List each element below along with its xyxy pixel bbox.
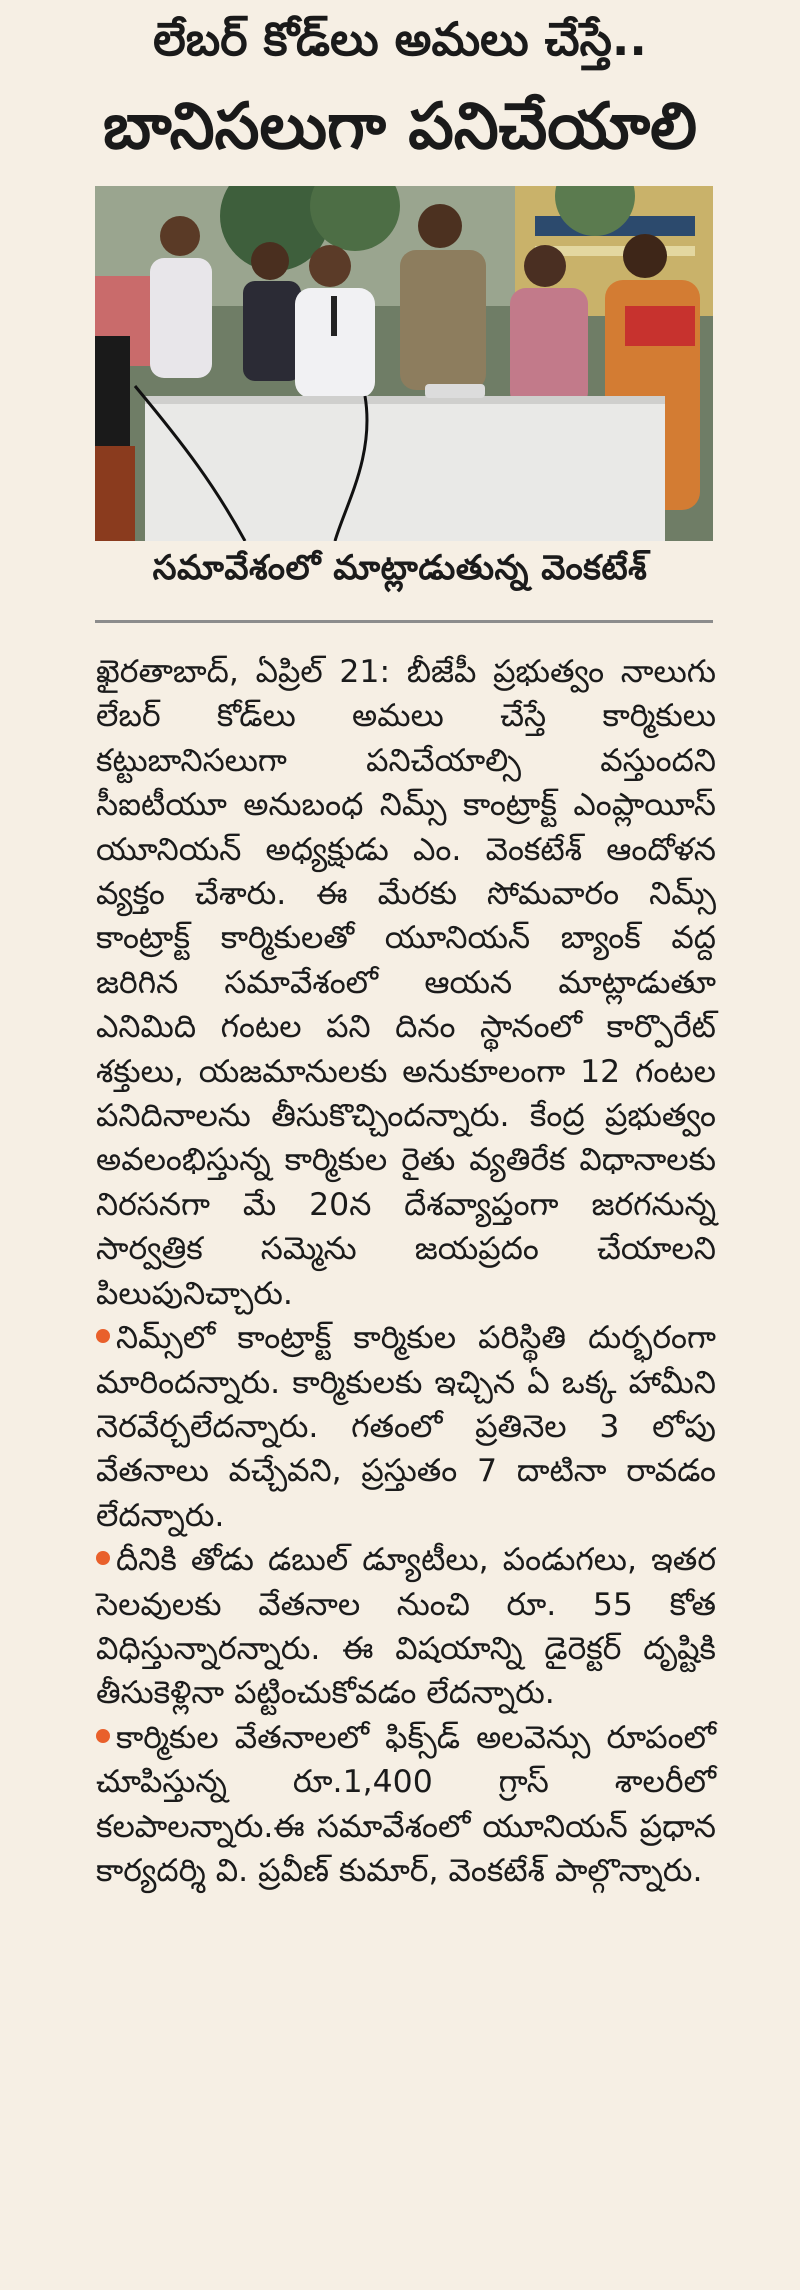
news-photo — [95, 186, 713, 541]
article-paragraph-2 — [96, 1316, 716, 1538]
bullet-dot-icon — [96, 1329, 110, 1343]
bullet-dot-icon — [96, 1551, 110, 1565]
article-paragraph-3 — [96, 1538, 716, 1716]
paragraph-text: కార్మికుల వేతనాలలో ఫిక్స్‌డ్ అలవెన్సు రూపంలో చూపిస్తున్న రూ.1,400 గ్రాస్ శాలరీలో కలపాలన్నారు.ఈ సమావేశంలో యూనియన్ ప్రధాన కార్యదర్శి వి. ప్రవీణ్ కుమార్, వెంకటేశ్ పాల్గొన్నారు. — [96, 1719, 716, 1889]
paragraph-text: నిమ్స్‌లో కాంట్రాక్ట్ కార్మికుల పరిస్థితి దుర్భరంగా మారిందన్నారు. కార్మికులకు ఇచ్చిన ఏ ఒక్క హామీని నెరవేర్చలేదన్నారు. గతంలో ప్రతినెల 3 లోపు వేతనాలు వచ్చేవని, ప్రస్తుతం 7 దాటినా రావడం లేదన్నారు. — [96, 1320, 716, 1534]
caption-divider — [95, 620, 713, 623]
bullet-dot-icon — [96, 1729, 110, 1743]
paragraph-text: దీనికి తోడు డబుల్ డ్యూటీలు, పండుగలు, ఇతర సెలవులకు వేతనాల నుంచి రూ. 55 కోత విధిస్తున్నారన్నారు. ఈ విషయాన్ని డైరెక్టర్ దృష్టికి తీసుకెళ్లినా పట్టించుకోవడం లేదన్నారు. — [96, 1542, 716, 1712]
article-body — [96, 650, 716, 1893]
photo-caption: సమావేశంలో మాట్లాడుతున్న వెంకటేశ్ — [152, 548, 648, 588]
article-paragraph-lead: ఖైరతాబాద్, ఏప్రిల్ 21: బీజేపీ ప్రభుత్వం నాలుగు లేబర్ కోడ్‌లు అమలు చేస్తే కార్మికులు కట్టుబానిసలుగా పనిచేయాల్సి వస్తుందని సీఐటీయూ అనుబంధ నిమ్స్ కాంట్రాక్ట్ ఎంప్లాయీస్ యూనియన్ అధ్యక్షుడు ఎం. వెంకటేశ్ ఆందోళన వ్యక్తం చేశారు. ఈ మేరకు సోమవారం నిమ్స్ కాంట్రాక్ట్ కార్మికులతో యూనియన్ బ్యాంక్ వద్ద జరిగిన సమావేశంలో ఆయన మాట్లాడుతూ ఎనిమిది గంటల పని దినం స్థానంలో కార్పొరేట్ శక్తులు, యజమానులకు అనుకూలంగా 12 గంటల పనిదినాలను తీసుకొచ్చిందన్నారు. కేంద్ర ప్రభుత్వం అవలంభిస్తున్న కార్మికుల రైతు వ్యతిరేక విధానాలకు నిరసనగా మే 20న దేశవ్యాప్తంగా జరగనున్న సార్వత్రిక సమ్మెను జయప్రదం చేయాలని పిలుపునిచ్చారు. — [96, 654, 716, 1312]
meeting-photo-illustration — [95, 186, 713, 541]
headline-line-2: బానిసలుగా పనిచేయాలి — [102, 90, 698, 164]
headline-line-1: లేబర్ కోడ్‌లు అమలు చేస్తే.. — [153, 12, 647, 66]
article-paragraph-4 — [96, 1716, 716, 1894]
next-article-cutoff — [120, 2266, 700, 2290]
